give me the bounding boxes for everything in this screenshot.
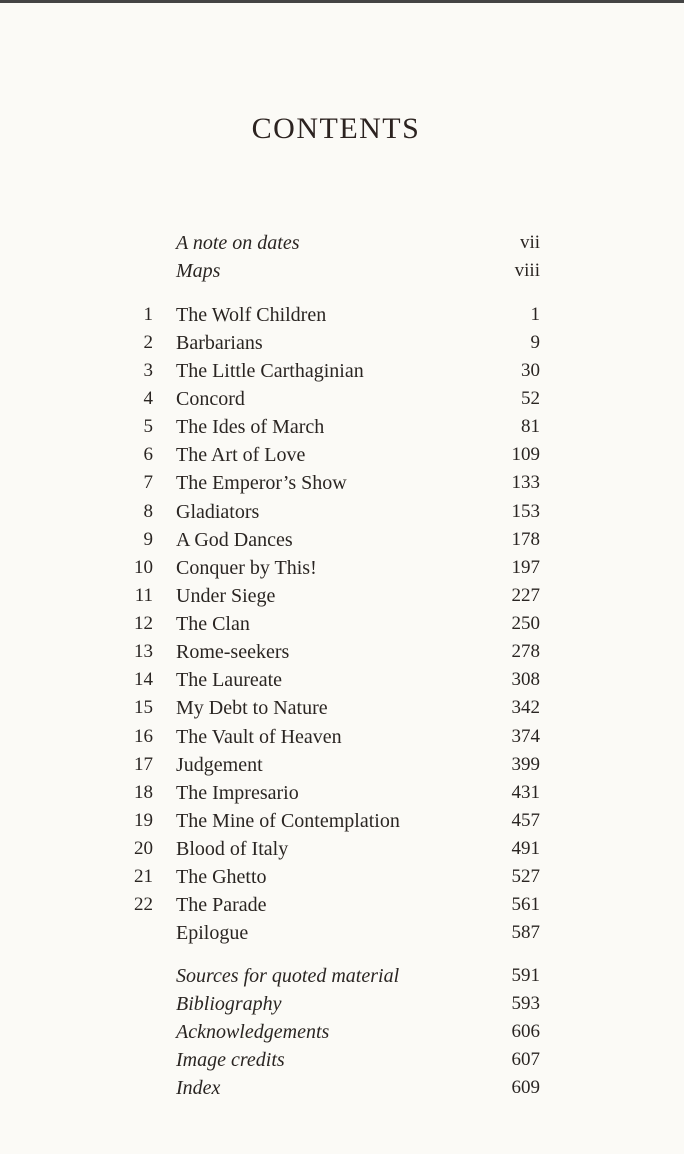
entry-label: Bibliography [176,993,282,1015]
chapter-row [0,301,684,329]
chapter-page: 491 [511,838,540,859]
chapter-number: 2 [143,332,153,353]
chapter-title: The Vault of Heaven [176,726,342,748]
chapter-page: 250 [511,613,540,634]
chapter-row [0,582,684,610]
chapter-number: 5 [143,416,153,437]
chapter-page: 178 [511,529,540,550]
chapter-number: 13 [134,641,153,662]
entry-label: Image credits [176,1049,285,1071]
chapter-row [0,526,684,554]
chapter-title: Conquer by This! [176,557,317,579]
chapter-row [0,919,684,947]
chapter-title: A God Dances [176,529,293,551]
back-matter-row [0,962,684,990]
chapter-row [0,666,684,694]
entry-page: viii [514,260,540,281]
chapter-row [0,385,684,413]
chapter-page: 587 [511,922,540,943]
chapter-row [0,694,684,722]
chapter-number: 6 [143,444,153,465]
chapter-row [0,498,684,526]
back-matter-row [0,1018,684,1046]
chapter-number: 18 [134,782,153,803]
chapter-row [0,610,684,638]
chapter-number: 3 [143,360,153,381]
entry-page: 593 [511,993,540,1014]
chapter-number: 14 [134,669,153,690]
chapter-title: Epilogue [176,922,249,944]
chapter-title: The Impresario [176,782,299,804]
chapter-row [0,554,684,582]
chapter-row [0,891,684,919]
chapter-page: 527 [511,866,540,887]
chapter-number: 15 [134,697,153,718]
entry-page: vii [519,232,540,253]
chapter-page: 52 [521,388,540,409]
chapter-page: 227 [511,585,540,606]
page-title: CONTENTS [251,112,421,145]
chapter-number: 21 [134,866,153,887]
chapter-title: The Little Carthaginian [176,360,364,382]
chapter-page: 278 [511,641,540,662]
entry-page: 606 [511,1021,540,1042]
chapter-page: 9 [530,332,540,353]
chapter-number: 10 [134,557,153,578]
chapter-number: 22 [134,894,153,915]
back-matter-row [0,990,684,1018]
chapter-title: The Art of Love [176,444,306,466]
entry-label: Maps [176,260,221,282]
chapter-title: The Clan [176,613,250,635]
chapter-number: 7 [143,472,153,493]
chapter-page: 431 [511,782,540,803]
chapter-page: 197 [511,557,540,578]
chapter-row [0,779,684,807]
entry-page: 591 [511,965,540,986]
chapter-title: Gladiators [176,501,260,523]
chapter-row [0,357,684,385]
front-matter-row [0,229,684,257]
chapter-title: Barbarians [176,332,263,354]
back-matter-row [0,1074,684,1102]
chapter-row [0,751,684,779]
chapter-row [0,329,684,357]
entry-label: Sources for quoted material [176,965,400,987]
chapter-page: 153 [511,501,540,522]
chapter-page: 374 [511,726,540,747]
entry-label: Index [176,1077,221,1099]
chapter-page: 81 [521,416,540,437]
chapter-page: 1 [530,304,540,325]
chapter-title: Concord [176,388,245,410]
chapter-number: 17 [134,754,153,775]
chapter-row [0,441,684,469]
chapter-page: 561 [511,894,540,915]
chapter-number: 19 [134,810,153,831]
front-matter-row [0,257,684,285]
chapter-title: Rome-seekers [176,641,290,663]
chapter-number: 12 [134,613,153,634]
chapter-title: The Emperor’s Show [176,472,347,494]
chapter-page: 30 [521,360,540,381]
chapter-number: 1 [143,304,153,325]
top-edge-rule [0,0,684,3]
chapter-title: Blood of Italy [176,838,289,860]
entry-page: 607 [511,1049,540,1070]
chapter-row [0,835,684,863]
chapter-page: 308 [511,669,540,690]
chapter-row [0,807,684,835]
chapter-page: 457 [511,810,540,831]
chapter-title: Under Siege [176,585,276,607]
chapter-title: The Laureate [176,669,283,691]
chapter-title: The Ghetto [176,866,267,888]
chapter-number: 20 [134,838,153,859]
entry-page: 609 [511,1077,540,1098]
chapter-title: The Parade [176,894,267,916]
chapter-page: 133 [511,472,540,493]
chapter-row [0,638,684,666]
chapter-row [0,723,684,751]
chapter-page: 342 [511,697,540,718]
chapter-title: The Wolf Children [176,304,327,326]
back-matter-row [0,1046,684,1074]
chapter-row [0,413,684,441]
entry-label: Acknowledgements [176,1021,330,1043]
chapter-number: 4 [143,388,153,409]
chapter-row [0,863,684,891]
chapter-number: 16 [134,726,153,747]
chapter-row [0,469,684,497]
chapter-page: 399 [511,754,540,775]
chapter-page: 109 [511,444,540,465]
chapter-number: 8 [143,501,153,522]
entry-label: A note on dates [176,232,300,254]
chapter-title: Judgement [176,754,263,776]
chapter-number: 11 [134,585,153,606]
chapter-title: My Debt to Nature [176,697,328,719]
chapter-title: The Mine of Contemplation [176,810,400,832]
chapter-title: The Ides of March [176,416,325,438]
chapter-number: 9 [143,529,153,550]
